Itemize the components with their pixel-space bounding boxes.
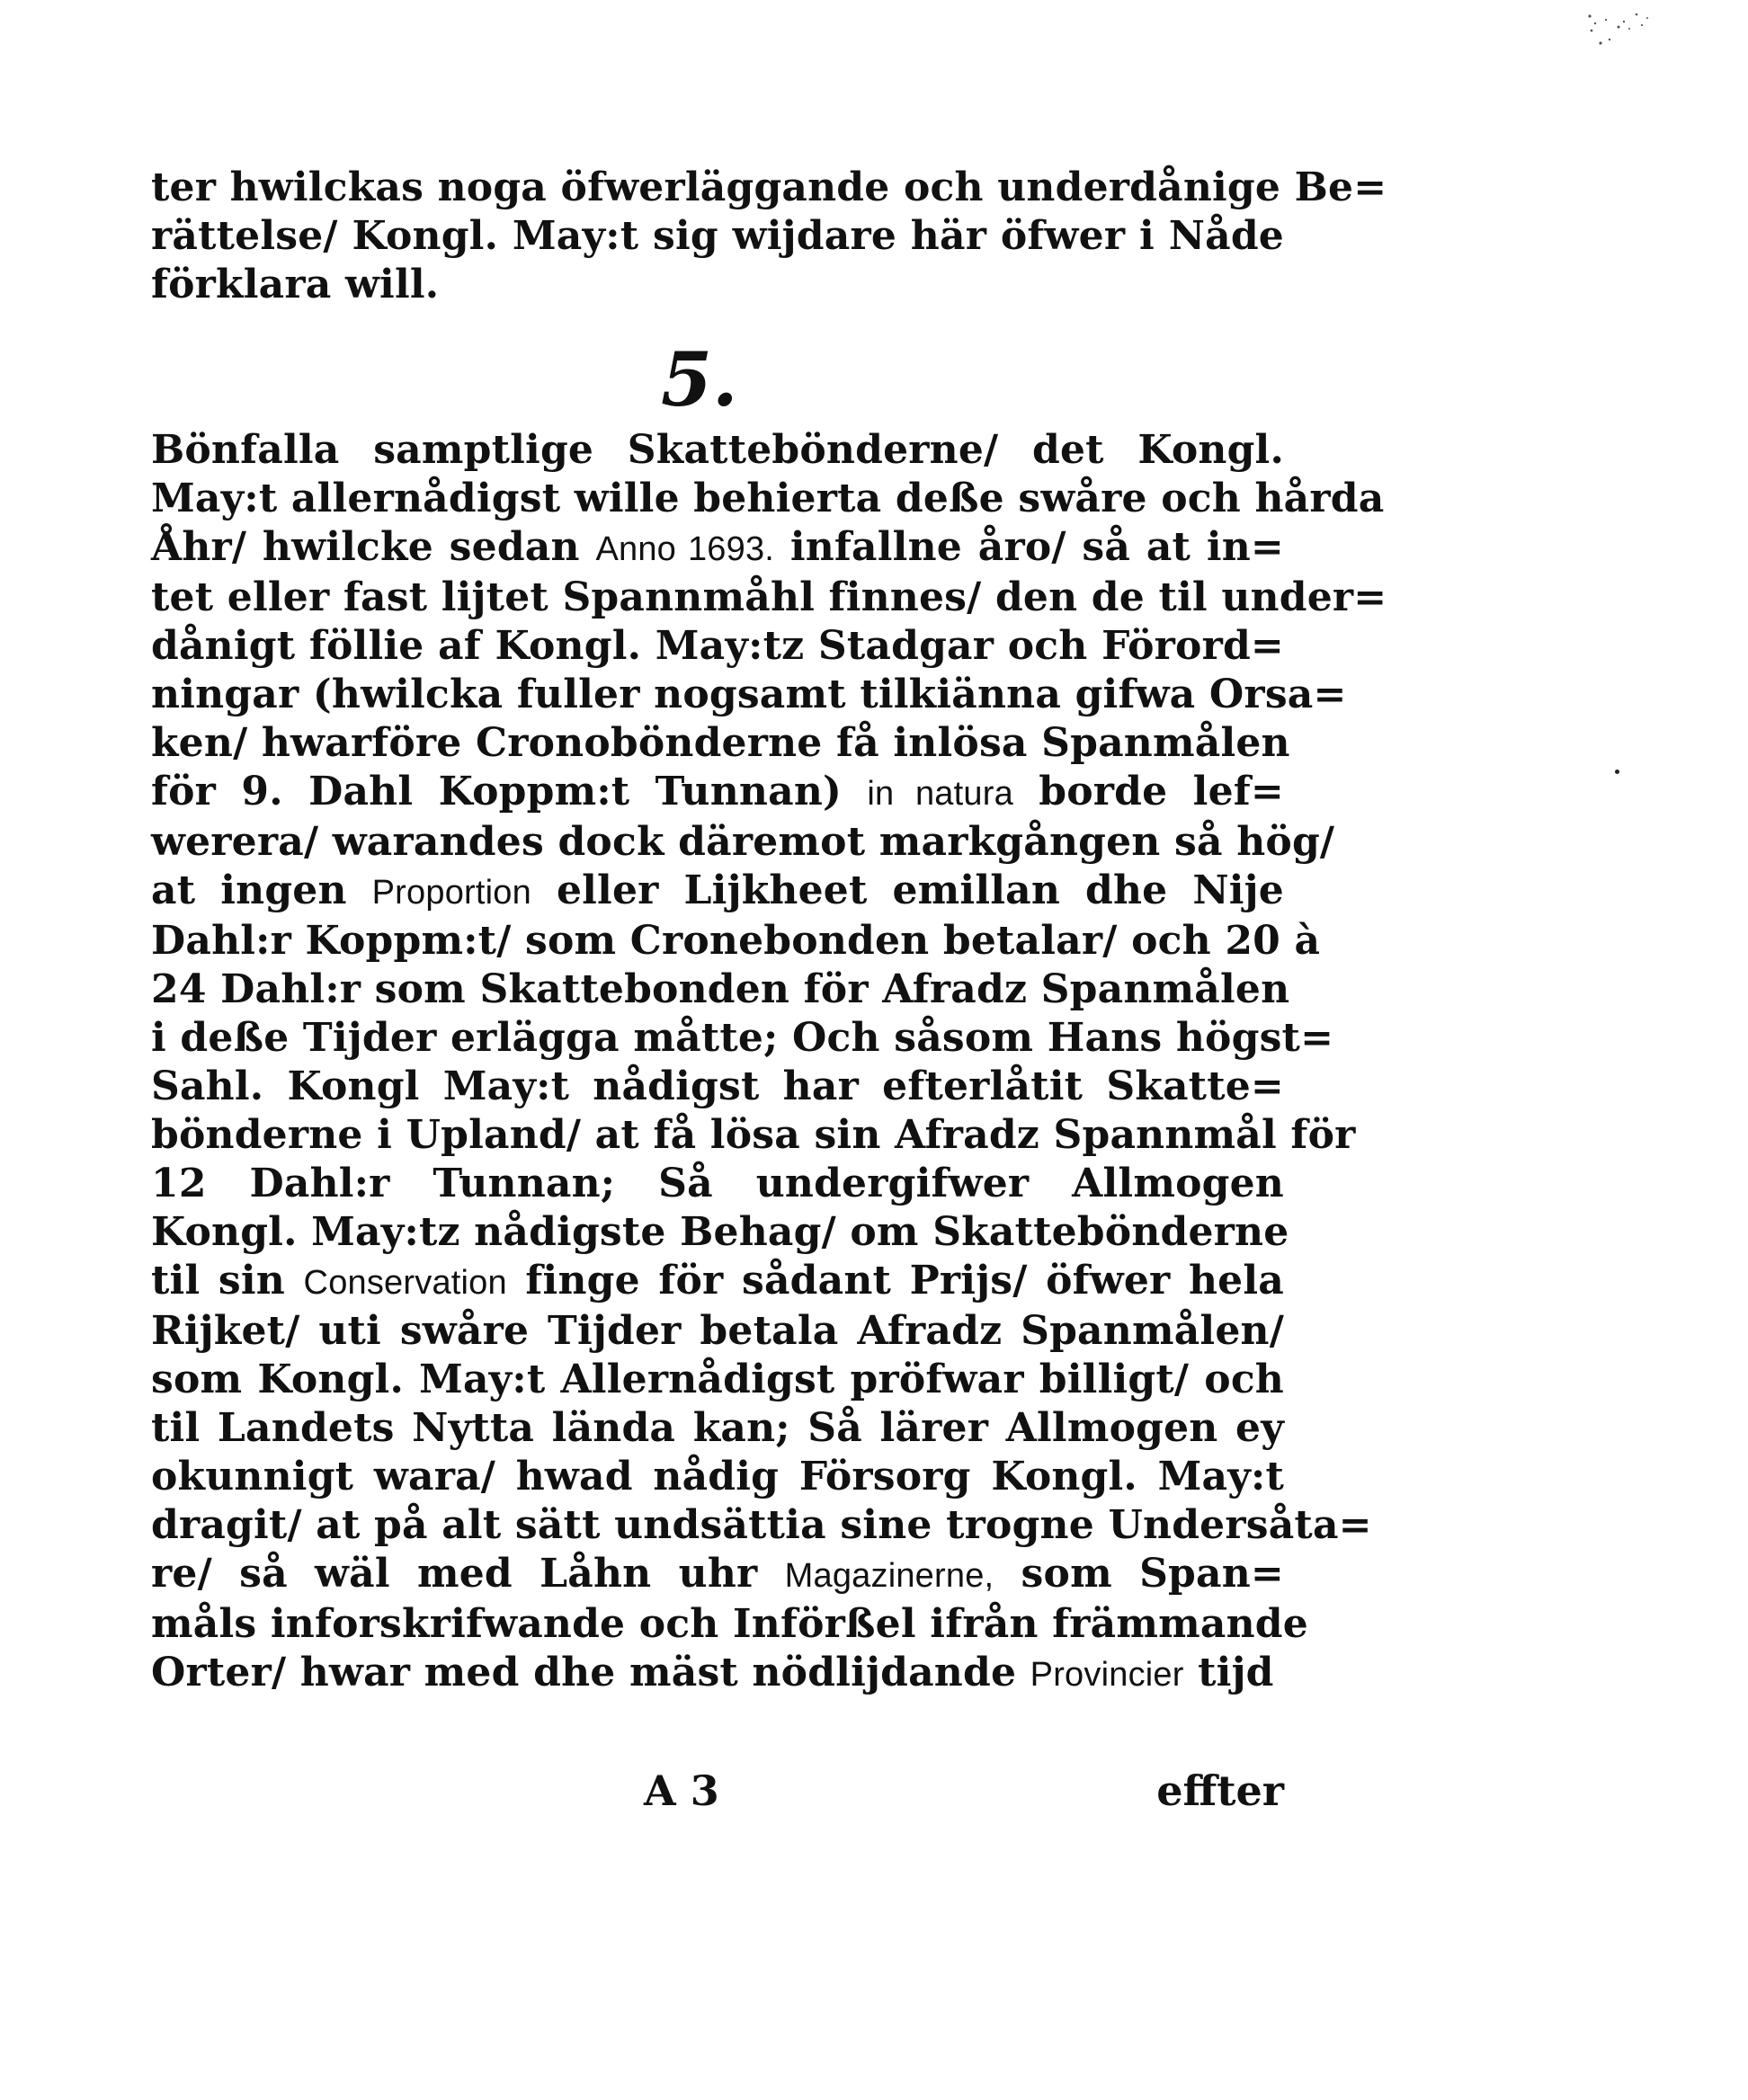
- text-line: [151, 768, 1284, 818]
- text-line: [151, 426, 1284, 475]
- text-line: [151, 1257, 1284, 1307]
- text-segment: Rijket/ uti swåre Tijder betala Afradz Spanmålen/: [151, 1308, 1284, 1354]
- text-segment: 24 Dahl:r som Skattebonden för Afradz Spanmålen: [151, 966, 1290, 1012]
- text-line: rättelse/ Kongl. May:t sig wijdare här öfwer i Nåde: [151, 213, 1284, 259]
- text-segment: Orter/ hwar med dhe mäst nödlijdande: [151, 1650, 1030, 1695]
- catchword: effter: [1156, 1766, 1284, 1815]
- text-line: [151, 1208, 1289, 1257]
- text-segment: infallne åro/ så at in=: [774, 524, 1284, 570]
- text-line: ter hwilckas noga öfwerläggande och underdånige Be=: [151, 165, 1387, 210]
- text-segment: ken/ hwarföre Cronobönderne få inlösa Spanmålen: [151, 720, 1290, 766]
- text-segment: ningar (hwilcka fuller nogsamt tilkiänna gifwa Orsa=: [151, 672, 1347, 717]
- text-line: [151, 1063, 1284, 1111]
- text-segment: Bönfalla samptlige Skattebönderne/ det Kongl.: [151, 427, 1284, 473]
- text-line: [151, 965, 1290, 1014]
- text-segment: för 9. Dahl Koppm:t Tunnan): [151, 769, 868, 814]
- text-segment: 12 Dahl:r Tunnan; Så undergifwer Allmogen: [151, 1161, 1284, 1206]
- text-line: [151, 1600, 1308, 1649]
- text-segment: dragit/ at på alt sätt undsättia sine trogne Undersåta=: [151, 1502, 1372, 1548]
- section-body: [151, 426, 1387, 1699]
- page-footer: [151, 1766, 1284, 1820]
- text-segment: til sin: [151, 1258, 304, 1304]
- text-segment: til Landets Nytta lända kan; Så lärer Allmogen ey: [151, 1405, 1284, 1451]
- text-segment: at ingen: [151, 868, 372, 913]
- text-segment: finge för sådant Prijs/ öfwer hela: [506, 1258, 1284, 1304]
- text-segment: bönderne i Upland/ at få lösa sin Afradz Spannmål för: [151, 1112, 1356, 1158]
- text-segment: som Kongl. May:t Allernådigst pröfwar billigt/ och: [151, 1357, 1284, 1402]
- text-segment: Kongl. May:tz nådigste Behag/ om Skattebönderne: [151, 1209, 1289, 1255]
- text-line: förklara will.: [151, 262, 440, 307]
- text-line: [151, 671, 1347, 719]
- text-line: [151, 1307, 1284, 1356]
- text-line: [151, 1111, 1356, 1160]
- latin-word: in natura: [867, 775, 1013, 813]
- text-segment: tet eller fast lijtet Spannmåhl finnes/ den de til under=: [151, 574, 1387, 620]
- text-segment: borde lef=: [1012, 769, 1284, 814]
- signature-mark: A 3: [644, 1766, 719, 1815]
- continuation-paragraph: [151, 164, 1387, 309]
- text-segment: i deße Tijder erlägga måtte; Och såsom Hans högst=: [151, 1015, 1334, 1061]
- text-line: [151, 574, 1387, 622]
- latin-word: Magazinerne,: [784, 1557, 994, 1595]
- text-line: [151, 867, 1284, 917]
- text-line: [151, 1356, 1284, 1404]
- text-segment: Sahl. Kongl May:t nådigst har efterlåtit Skatte=: [151, 1063, 1284, 1109]
- margin-specks-decoration: [1583, 4, 1744, 67]
- latin-word: Conservation: [303, 1264, 507, 1302]
- text-line: [151, 475, 1385, 523]
- latin-word: Anno 1693.: [595, 530, 775, 568]
- text-line: [151, 523, 1284, 574]
- text-segment: re/ så wäl med Låhn uhr: [151, 1551, 785, 1597]
- text-segment: okunnigt wara/ hwad nådig Försorg Kongl. May:t: [151, 1454, 1284, 1499]
- text-line: [151, 719, 1290, 768]
- text-segment: May:t allernådigst wille behierta deße swåre och hårda: [151, 476, 1385, 521]
- text-line: [151, 917, 1321, 965]
- text-line: [151, 1014, 1334, 1063]
- text-segment: eller Lijkheet emillan dhe Nije: [531, 868, 1284, 913]
- text-segment: Åhr/ hwilcke sedan: [151, 524, 596, 570]
- section-number: 5.: [661, 337, 738, 423]
- text-line: [151, 1453, 1284, 1501]
- text-segment: dånigt föllie af Kongl. May:tz Stadgar och Förord=: [151, 623, 1284, 669]
- text-segment: måls inforskrifwande och Införßel ifrån främmande: [151, 1601, 1308, 1647]
- latin-word: Proportion: [371, 874, 531, 912]
- text-segment: werera/ warandes dock däremot markgången så hög/: [151, 819, 1335, 865]
- latin-word: Provincier: [1030, 1656, 1184, 1694]
- stray-ink-dot: [1615, 770, 1619, 774]
- text-line: [151, 1649, 1284, 1699]
- text-segment: Dahl:r Koppm:t/ som Cronebonden betalar/ och 20 à: [151, 918, 1321, 964]
- text-line: [151, 622, 1284, 671]
- text-line: [151, 1404, 1284, 1453]
- text-line: [151, 1550, 1284, 1600]
- text-segment: tijd: [1183, 1650, 1274, 1695]
- text-segment: som Span=: [994, 1551, 1284, 1597]
- text-line: [151, 1160, 1284, 1208]
- text-line: [151, 1501, 1372, 1550]
- text-line: [151, 818, 1335, 867]
